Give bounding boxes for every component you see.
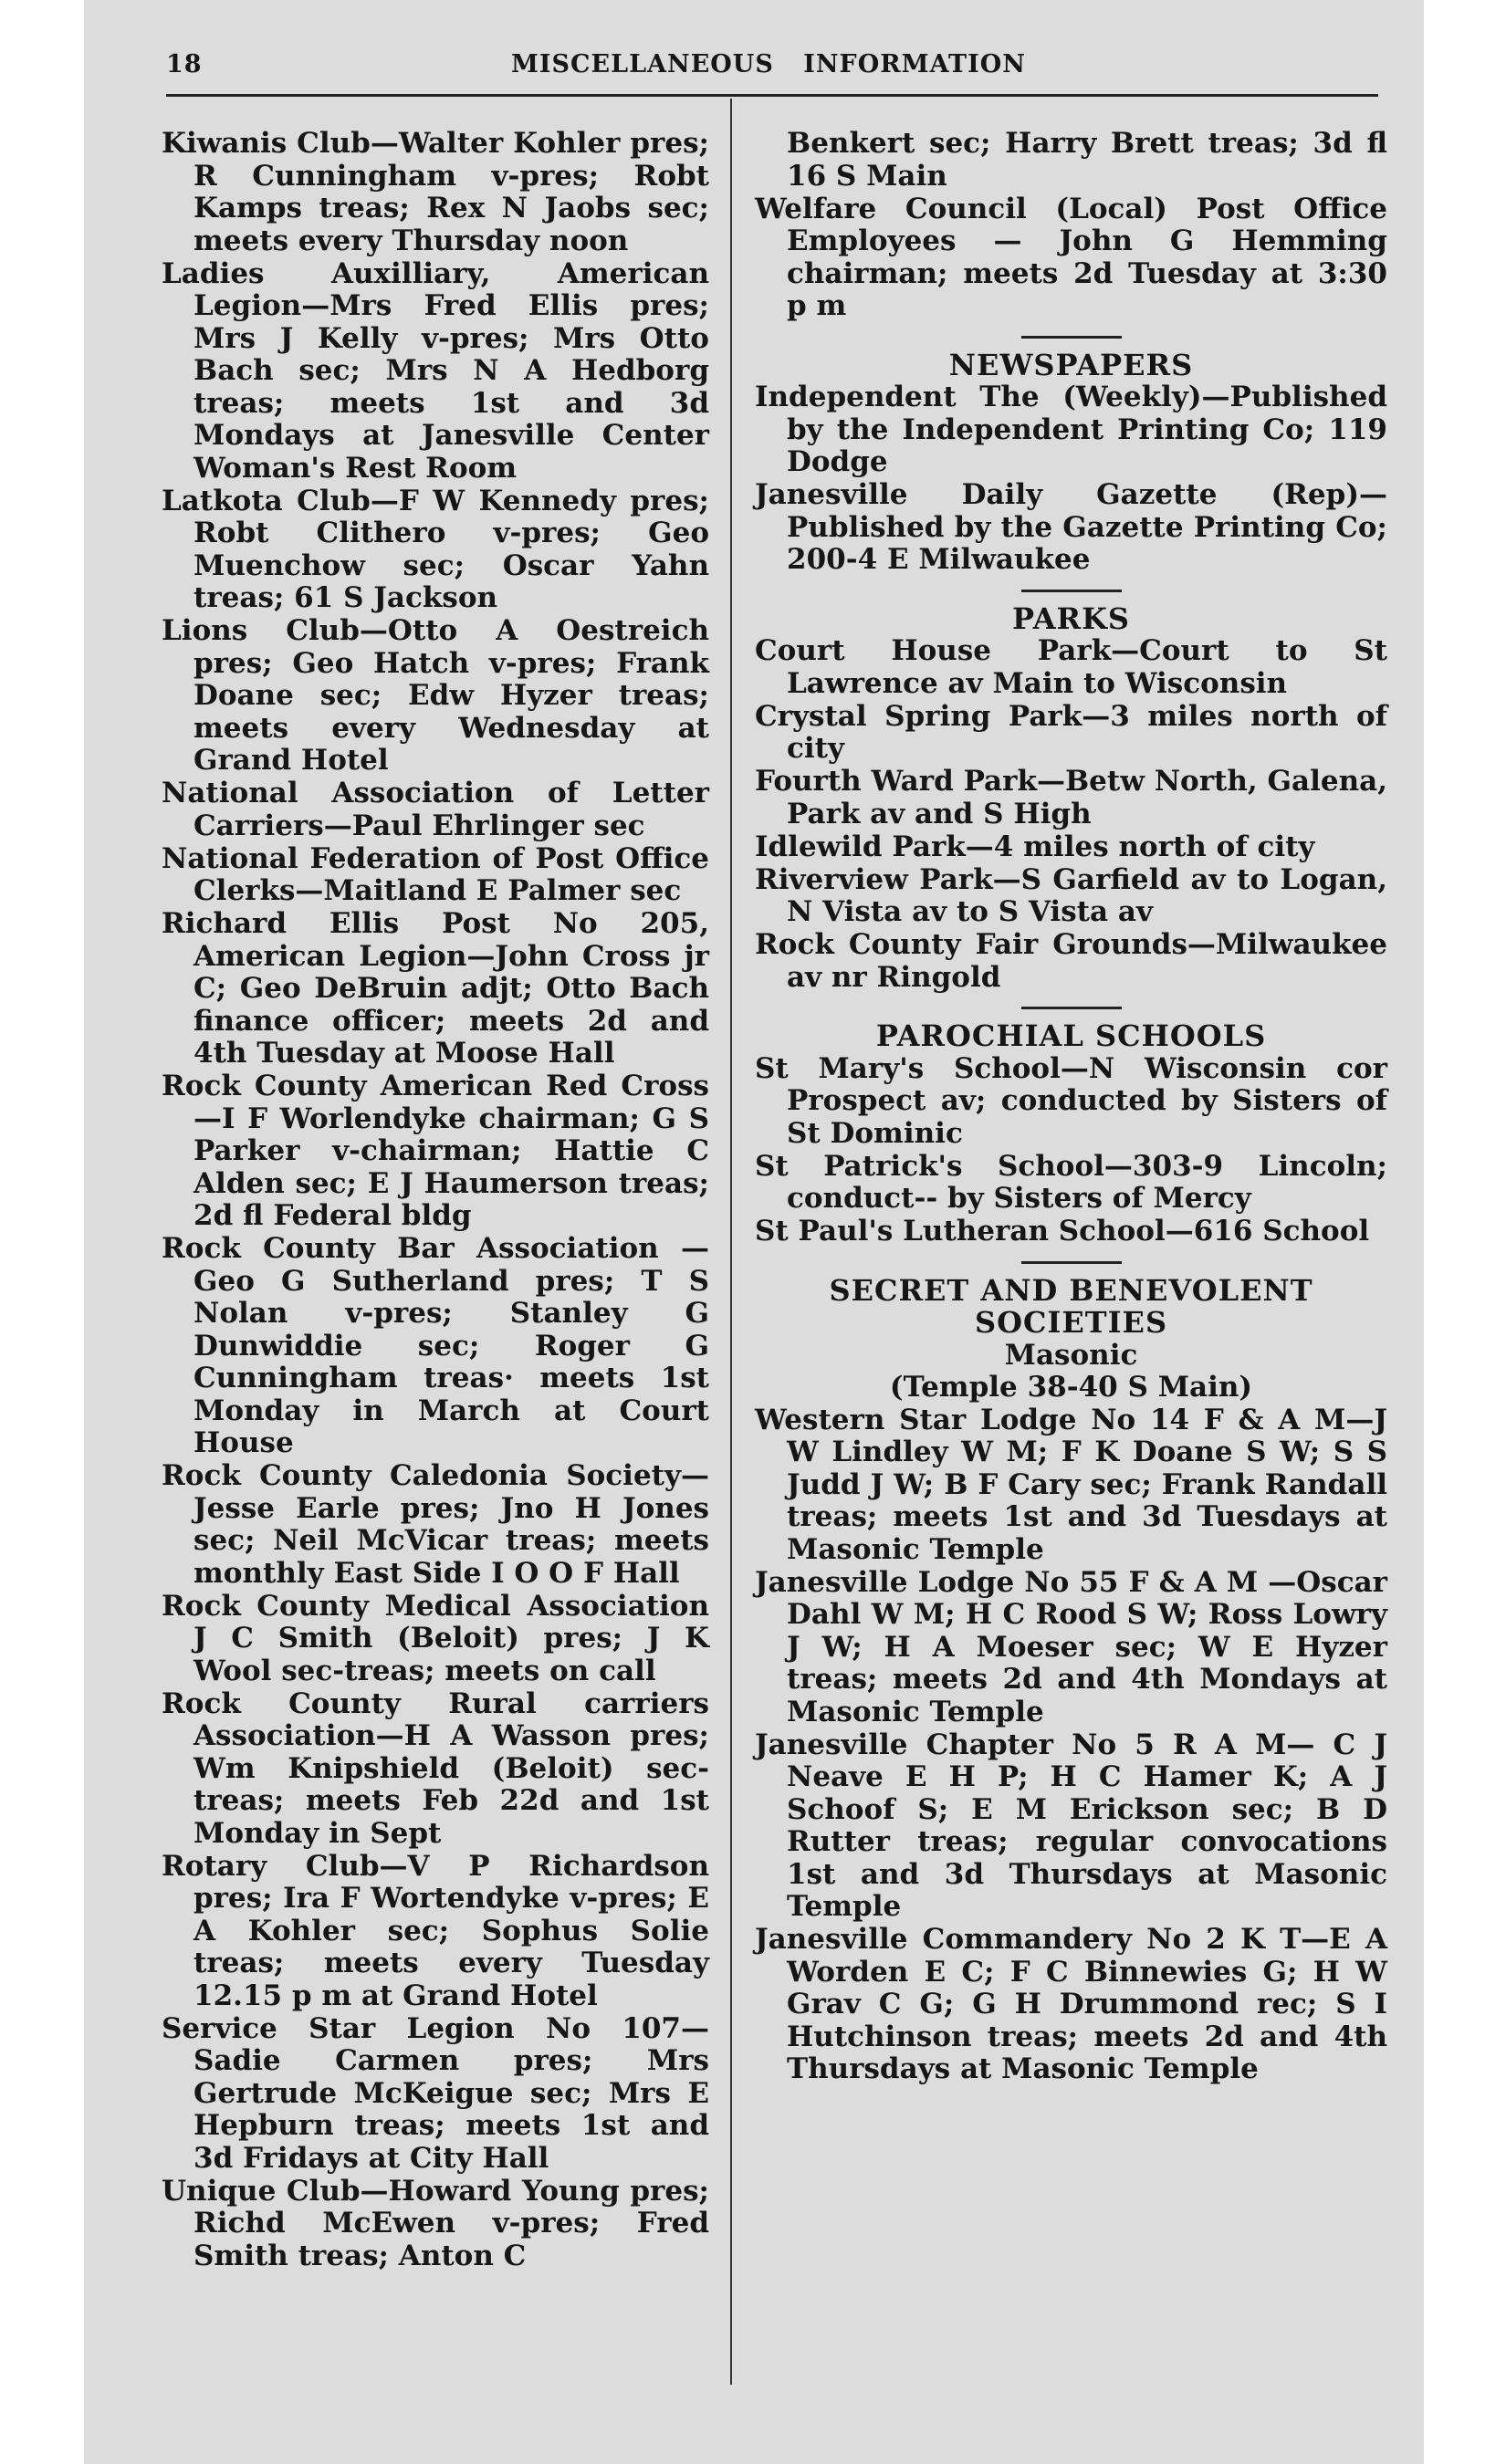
running-title: MISCELLANEOUS INFORMATION: [511, 50, 1026, 78]
section-heading-societies: SECRET AND BENEVOLENT SOCIETIES: [829, 1272, 1313, 1340]
list-item: Janesville Daily Gazette (Rep)— Published by the Gazette Printing Co; 200-4 E Milwaukee: [755, 478, 1387, 576]
left-column: [162, 128, 709, 2273]
list-item: Rock County Rural carriers Association—H A Wasson pres; Wm Knipshield (Beloit) sec-treas; meets Feb 22d and 1st Monday in Sept: [162, 1686, 709, 1850]
list-item: St Mary's School—N Wisconsin cor Prospect av; conducted by Sisters of St Dominic: [755, 1051, 1387, 1150]
list-item: Rock County American Red Cross —I F Worlendyke chairman; G S Parker v-chairman; Hattie C Alden sec; E J Haumerson treas; 2d fl Federal bldg: [162, 1070, 709, 1232]
list-item: Service Star Legion No 107— Sadie Carmen pres; Mrs Gertrude McKeigue sec; Mrs E Hepburn treas; meets 1st and 3d Fridays at City Hall: [162, 2011, 709, 2175]
list-item: National Federation of Post Office Clerks—Maitland E Palmer sec: [162, 841, 709, 907]
section-rule: [1021, 1261, 1122, 1264]
right-column: [755, 128, 1387, 2086]
section-rule: [1021, 336, 1122, 339]
list-item: Western Star Lodge No 14 F & A M—J W Lindley W M; F K Doane S W; S S Judd J W; B F Cary sec; Frank Randall treas; meets 1st and 3d Tuesdays at Masonic Temple: [755, 1403, 1387, 1566]
list-item: Richard Ellis Post No 205, American Legion—John Cross jr C; Geo DeBruin adjt; Otto Bach finance officer; meets 2d and 4th Tuesday at Moose Hall: [162, 907, 709, 1070]
section-heading-parochial-schools: PAROCHIAL SCHOOLS: [875, 1018, 1267, 1053]
list-item: Janesville Commandery No 2 K T—E A Worden E C; F C Binnewies G; H W Grav C G; G H Drummond rec; S I Hutchinson treas; meets 2d and 4th Thursdays at Masonic Temple: [755, 1923, 1387, 2085]
section-rule: [1021, 1007, 1122, 1009]
list-item: Unique Club—Howard Young pres; Richd McEwen v-pres; Fred Smith treas; Anton C: [162, 2174, 709, 2272]
header-rule: [166, 94, 1378, 97]
continued-entry: Benkert sec; Harry Brett treas; 3d fl 16 S Main: [787, 127, 1387, 193]
page-number: 18: [166, 50, 203, 78]
section-heading-newspapers: NEWSPAPERS: [948, 347, 1194, 382]
list-item: Lions Club—Otto A Oestreich pres; Geo Hatch v-pres; Frank Doane sec; Edw Hyzer treas; meets every Wednesday at Grand Hotel: [162, 614, 709, 777]
list-item: Ladies Auxilliary, American Legion—Mrs Fred Ellis pres; Mrs J Kelly v-pres; Mrs Otto Bach sec; Mrs N A Hedborg treas; meets 1st and 3d Mondays at Janesville Center Woman's Rest Room: [162, 256, 709, 485]
list-item: Welfare Council (Local) Post Office Employees — John G Hemming chairman; meets 2d Tuesday at 3:30 p m: [755, 192, 1387, 322]
list-item: Rock County Medical Association J C Smith (Beloit) pres; J K Wool sec-treas; meets on call: [162, 1589, 709, 1687]
list-item: Crystal Spring Park—3 miles north of city: [755, 699, 1387, 765]
list-item: Janesville Lodge No 55 F & A M —Oscar Dahl W M; H C Rood S W; Ross Lowry J W; H A Moeser sec; W E Hyzer treas; meets 2d and 4th Mondays at Masonic Temple: [755, 1565, 1387, 1728]
list-item: Court House Park—Court to St Lawrence av Main to Wisconsin: [755, 634, 1387, 700]
list-item: Idlewild Park—4 miles north of city: [755, 830, 1315, 863]
subsection-heading-masonic: Masonic: [1004, 1338, 1138, 1372]
scanned-page: [84, 0, 1424, 2464]
list-item: Fourth Ward Park—Betw North, Galena, Park av and S High: [755, 765, 1387, 830]
subsection-location: (Temple 38-40 S Main): [889, 1371, 1253, 1404]
list-item: Rock County Caledonia Society—Jesse Earle pres; Jno H Jones sec; Neil McVicar treas; meets monthly East Side I O O F Hall: [162, 1459, 709, 1590]
section-heading-parks: PARKS: [1011, 600, 1131, 636]
list-item: St Paul's Lutheran School—616 School: [755, 1215, 1370, 1248]
list-item: Rock County Bar Association — Geo G Sutherland pres; T S Nolan v-pres; Stanley G Dunwiddie sec; Roger G Cunningham treas· meets 1st Monday in March at Court House: [162, 1232, 709, 1459]
list-item: Latkota Club—F W Kennedy pres; Robt Clithero v-pres; Geo Muenchow sec; Oscar Yahn treas; 61 S Jackson: [162, 484, 709, 614]
section-rule: [1021, 590, 1122, 592]
page-header: [166, 50, 1371, 96]
list-item: Rock County Fair Grounds—Milwaukee av nr Ringold: [755, 928, 1387, 994]
list-item: Riverview Park—S Garfield av to Logan, N Vista av to S Vista av: [755, 862, 1387, 928]
list-item: Independent The (Weekly)—Published by the Independent Printing Co; 119 Dodge: [755, 381, 1387, 478]
list-item: Rotary Club—V P Richardson pres; Ira F Wortendyke v-pres; E A Kohler sec; Sophus Solie treas; meets every Tuesday 12.15 p m at Grand Hotel: [162, 1849, 709, 2012]
list-item: St Patrick's School—303-9 Lincoln; conduct-- by Sisters of Mercy: [755, 1149, 1387, 1215]
page: [84, 0, 1424, 2464]
column-divider: [730, 99, 732, 2385]
list-item: National Association of Letter Carriers—Paul Ehrlinger sec: [162, 777, 709, 842]
list-item: Janesville Chapter No 5 R A M— C J Neave E H P; H C Hamer K; A J Schoof S; E M Erickson sec; B D Rutter treas; regular convocations 1st and 3d Thursdays at Masonic Temple: [755, 1728, 1387, 1923]
list-item: Kiwanis Club—Walter Kohler pres; R Cunningham v-pres; Robt Kamps treas; Rex N Jaobs sec; meets every Thursday noon: [162, 127, 709, 257]
